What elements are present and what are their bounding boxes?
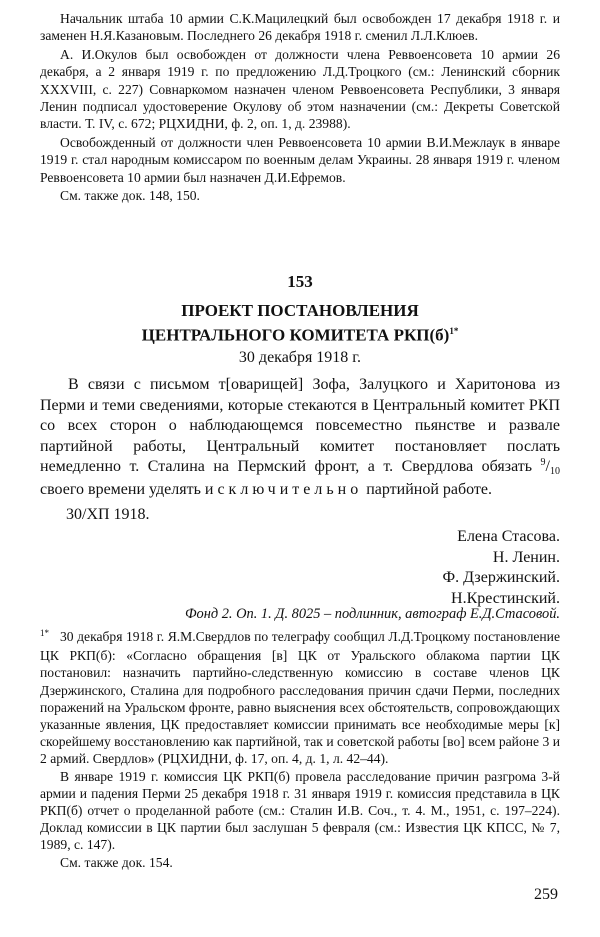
title-line-2 xyxy=(0,321,600,346)
fraction-numerator: 9 xyxy=(540,457,546,469)
note-paragraph: Начальник штаба 10 армии С.К.Мацилецкий был освобожден 17 декабря 1918 г. и заменен Н.Я.Казановым. Последнего 26 декабря 1918 г. сменил Л.Л.Клюев. xyxy=(40,11,560,44)
signature: Ф. Дзержинский. xyxy=(442,569,560,587)
document-dateline: 30/ХП 1918. xyxy=(66,506,150,523)
body-text-2: своего времени уделять xyxy=(40,480,205,498)
body-paragraph: В связи с письмом т[оварищей] Зофа, Залуцкого и Харитонова из Перми и теми сведениями, которые стекаются в Центральный комитет РКП со всех сторон о наблюдающемся повсеместно пьянстве и развале партийной работы, Центральный комитет постановляет послать немедленно т. Сталина на Пермский фронт, а т. Свердлова обязать $^9$/10 своего времени уделять исключительно партийной работе. xyxy=(40,376,560,498)
footnote-paragraph xyxy=(40,628,560,768)
archive-reference: Фонд 2. Оп. 1. Д. 8025 – подлинник, автограф Е.Д.Стасовой. xyxy=(184,606,560,622)
body-text-1: В связи с письмом т[оварищей] Зофа, Залуцкого и Харитонова из Перми и теми сведениями, которые стекаются в Центральный комитет РКП со всех сторон о наблюдающемся повсеместно пьянстве и развале партийной работы, Центральный комитет постановляет послать немедленно т. Сталина на Пермский фронт, а т. Свердлова обязать xyxy=(40,376,560,476)
footnotes xyxy=(40,628,560,871)
document-body xyxy=(40,375,560,501)
body-spaced-word: исключительно xyxy=(204,480,363,498)
footnote-mark: 1* xyxy=(40,628,49,638)
footnote-paragraph: В январе 1919 г. комиссия ЦК РКП(б) провела расследование причин разгрома 3-й армии и падения Перми 25 декабря 1918 г. 31 января 1919 г. комиссия представила в ЦК РКП(б) отчет о проделанной работе (см.: Сталин И.В. Соч., т. 4. М., 1951, с. 197–224). Доклад комиссии в ЦК партии был заслушан 5 февраля (см.: Известия ЦК КПСС, № 7, 1989, с. 147). xyxy=(40,768,560,853)
body-text-3: партийной работе. xyxy=(362,480,493,498)
note-paragraph: Освобожденный от должности член Реввоенсовета 10 армии В.И.Межлаук в январе 1919 г. стал народным комиссаром по военным делам Украины. 28 января 1919 г. членом Реввоенсовета 10 армии был назначен Д.И.Ефремов. xyxy=(40,134,560,185)
title-line-1: ПРОЕКТ ПОСТАНОВЛЕНИЯ xyxy=(181,301,419,320)
note-paragraph: См. также док. 148, 150. xyxy=(60,188,200,204)
note-paragraph: А. И.Окулов был освобожден от должности члена Реввоенсовета 10 армии 26 декабря, а 2 января 1919 г. по предложению Л.Д.Троцкого (см.: Ленинский сборник XXXVIII, с. 227) Совнаркомом назначен членом Реввоенсовета Республики, 3 января Ленин подписал удостоверение Окулову об этом назначении (см.: Декреты Советской власти. Т. IV, с. 672; РЦХИДНИ, ф. 2, оп. 1, д. 23988). xyxy=(40,46,560,132)
title-line-2-text: ЦЕНТРАЛЬНОГО КОМИТЕТА РКП(б) xyxy=(141,325,450,345)
footnote-text: 30 декабря 1918 г. Я.М.Свердлов по телеграфу сообщил Л.Д.Троцкому постановление ЦК РКП(б): «Согласно обращения [в] ЦК от Уральского облакома партии ЦК постановил: назначить партийно-следственную комиссию в составе членов ЦК Дзержинского, Сталина для подробного расследования причин сдачи Перми, последних поражений на Уральском фронте, равно выяснения всех обстоятельств, сопровождающих указанные явления, ЦК предоставляет комиссии принимать все необходимые меры [к] скорейшему восстановлению как партийной, так и советской работы [во] всем районе 3 и 2 армий. Свердлов» (РЦХИДНИ, ф. 17, оп. 4, д. 1, л. 42–44). xyxy=(40,629,560,767)
preceding-notes xyxy=(40,10,560,205)
signature: Н.Крестинский. xyxy=(451,589,560,607)
title-footnote-mark[interactable]: 1* xyxy=(449,326,459,336)
document-date: 30 декабря 1918 г. xyxy=(238,349,362,366)
signature: Н. Ленин. xyxy=(492,548,560,566)
footnote-paragraph: См. также док. 154. xyxy=(60,854,173,870)
document-title xyxy=(0,300,600,346)
fraction-denominator: 10 xyxy=(550,466,560,478)
page-number: 259 xyxy=(534,886,558,903)
signature-block xyxy=(442,527,560,609)
signature: Елена Стасова. xyxy=(457,528,560,545)
document-number: 153 xyxy=(287,272,313,291)
